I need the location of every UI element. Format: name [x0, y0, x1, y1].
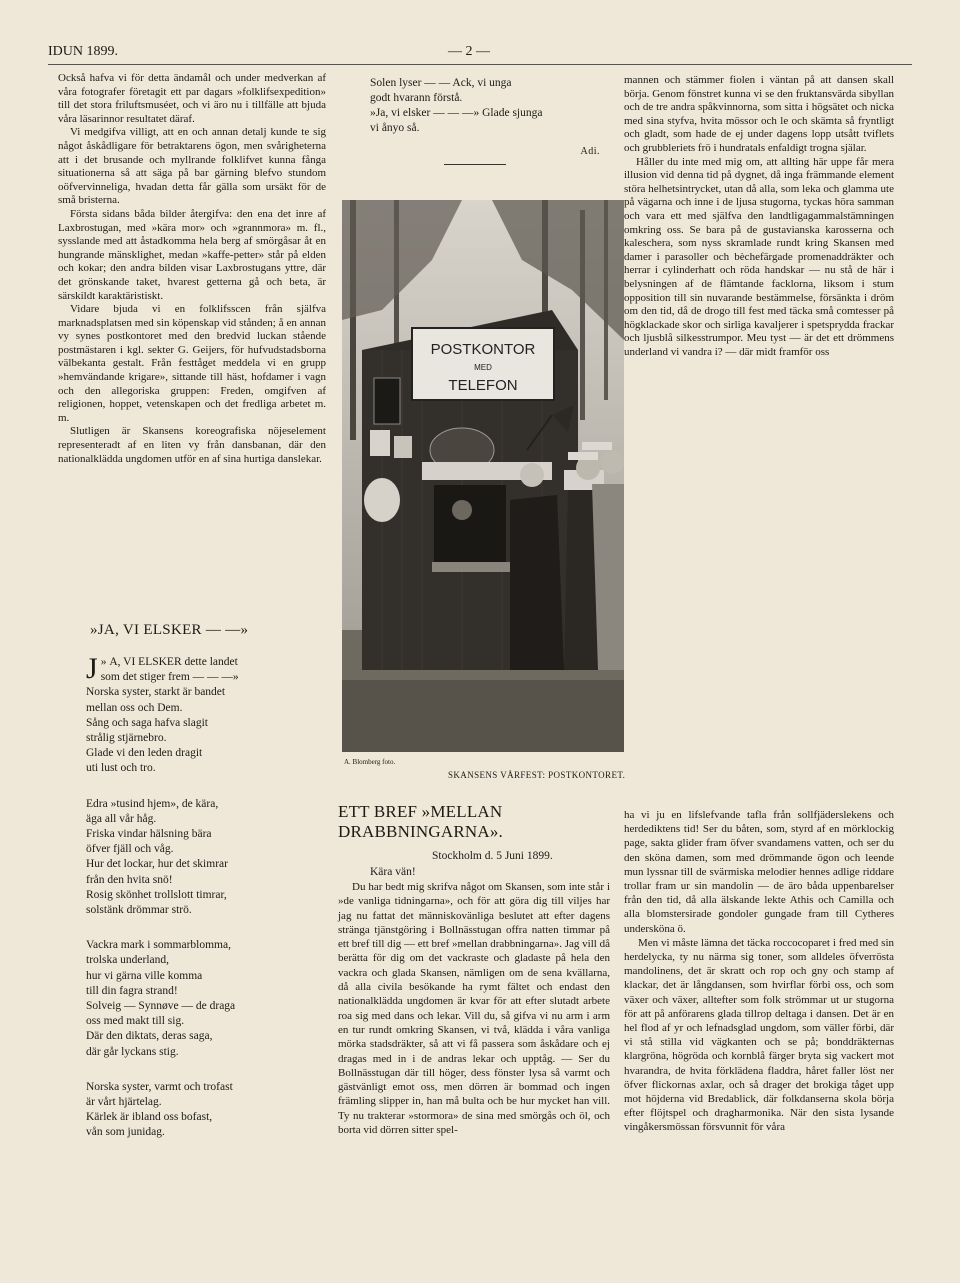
letter-body: [338, 880, 610, 1137]
poem-line: mellan oss och Dem.: [86, 701, 183, 714]
letter-title: ETT BREF »MELLAN DRABBNINGARNA».: [338, 802, 503, 841]
poem-line-1: A, VI ELSKER dette landet: [109, 656, 238, 668]
intro-column: [58, 72, 326, 466]
sign-text-3: TELEFON: [448, 377, 518, 394]
poem-stanza-1: [86, 652, 316, 777]
poem-line: oss med makt till sig.: [86, 1015, 185, 1028]
poem-title: »JA, VI ELSKER — —»: [90, 622, 249, 638]
poem-line: vån som junidag.: [86, 1126, 165, 1139]
photo-credit: A. Blomberg foto.: [344, 758, 396, 766]
poem-line: Solveig — Synnøve — de draga: [86, 1000, 236, 1013]
poem-line: där går lyckans stig.: [86, 1045, 179, 1058]
poem-line: »Ja, vi elsker — — —» Glade sjunga: [370, 107, 543, 119]
poem-line: Solen lyser — — Ack, vi unga: [370, 77, 512, 89]
letter-right-column: [624, 808, 894, 1135]
poem-line: till din fagra strand!: [86, 984, 178, 997]
poem-dropcap: J: [86, 652, 98, 685]
letter-place-date: Stockholm d. 5 Juni 1899.: [432, 850, 553, 862]
header-rule: [48, 64, 912, 65]
poem-stanza-4: [86, 1080, 316, 1141]
letter-paragraph-1: Du har bedt mig skrifva något om Skansen, som inte står i »de vanliga tidningarna», och för att göra dig till viljes har jag nu fattat det människovänliga beslutet att efter dagens stränga tjänstgöring i Bollnässtugan offra natten timmar på ett bref till dig — ett bref »mellan drabbningarna». Jag vill då berätta för dig om det vackraste och gladaste på hela den vackra och glada Skansen, nämligen om de sena kvällarna, då alla civila besökande ha rymt fältet och endast den nationalklädda ungdomen är kvar för att efter slutadt arbete roa sig med dans och lekar. Vill du, så gifva vi nu arm i arm en tur rundt omkring Skansen, vi två, klädda i våra vanliga mörka stadsdräkter, så att vi få passera som åskådare och ej dragas med in i de andras lekar och upptåg. — Ser du Bollnässtugan där till höger, dess fönster lysa så varmt och gästvänligt emot oss, men dörren är bommad och ingen främling slipper in, han må bulta och be hur mycket han vill. Ty nu trakterar »stormora» de sina med smörgås och öl, och borta vid dörren sitter spel-: [338, 881, 610, 1137]
continuation-paragraph-2: Håller du inte med mig om, att allting här uppe får mera illusion vid denna tid på dygnet, då inga främmande element störa helhetsintrycket, utan då alla, som leka och glamma ute på vägarna och inne i de ljusa stugorna, tyckas höra samman och vara ett med själfva den landtligagammalstämningen omkring oss. Se bara på de gustavianska karosserna och kaleschera, som nyss skramlade rundt kring Skansen med damer i parasoller och bèchefärgade promenaddräkter och herrar i cylinderhatt och röda handskar — nu stå de här i belysningen af de flämtande facklorna, liksom i stum opposition till sin nuvarande bestämmelse, försänkta i dröm om den tid, då de drogo till fest med täcka små comtesser på högklackade skor och sirliga kavaljerer i spetsprydda frackar och ljusblå silkesstrumpor. Meu tyst — är det ett drömmens underland vi vandra i? — där midt framför oss: [624, 155, 894, 358]
poem-line: Glade vi den leden dragit: [86, 747, 203, 760]
poem-line: Sång och saga hafva slagit: [86, 716, 208, 729]
letter-greeting: Kära vän!: [370, 866, 416, 878]
poem-line: hur vi gärna ville komma: [86, 969, 203, 982]
poem-line: Norska syster, starkt är bandet: [86, 686, 226, 699]
right-paragraph-2: Men vi måste lämna det täcka roccocoparet i fred med sin herdelycka, ty nu närma sig toner, som alldeles öfverrösta mandolinens, det är skratt och rop och gny och stamp af klackar, det är långdansen, som hvirflar förbi oss, och som växer och växer, alltefter som folk strömmar ut ur stugorna för att på anförarens glada tillrop deltaga i dansen. Det är en hel flod af yr och lefnadsglad ungdom, som väller förbi, där vi stå stilla vid vägkanten och se på; bonddräkternas klargröna, högröda och kornblå färger bryta sig vackert mot hvarandra, de hvita förklädena fladdra, håret faller löst ner öfver flickornas axlar, och så drager det brokiga tåget upp mot höjderna vid Bredablick, där folkdanserna skola börja efter flöjtspel och dragharmonika. När den sista lysande vingåkersmössan försvunnit för våra: [624, 936, 894, 1134]
poem-line: Rosig skönhet trollslott timrar,: [86, 888, 227, 901]
right-paragraph-1: ha vi ju en lifslefvande tafla från sollfjäderslekens och herdediktens tid! Ser du båten, som, styrd af en mörklockig page, sakta glider fram öfver svandamens vatten, och ser du den sköna damen, som med drömmande ögon och leende mun lyssnar till de svärmiska melodier hennes adlige riddare trollar fram ur sin mandolin — de äro båda uppenbarelser från den tid, då alla älskande lekte Athis och Camilla och alla blomstersirade gondoler gungade fram till Cytheres undersköna ö.: [624, 809, 894, 935]
intro-paragraph-4: Vidare bjuda vi en folklifsscen från själfva marknadsplatsen med sin köpenskap vid stånden; å en annan vy synes postkontoret med den bredvid luckan stående postmästaren i kgl. sekter G. Geijers, för hufvudstadsborna välbekanta gestalt. Från festtåget meddela vi en grupp »hemvändande krigare», sittande till häst, hofdamer i vagn och den allegoriska gruppen: Freden, omgifven af religionen, hoppet, vetenskapen och det fredliga arbetet m. m.: [58, 303, 326, 424]
poem-line: Där den diktats, deras saga,: [86, 1030, 213, 1043]
poem-line: solstänk drömmar strö.: [86, 904, 192, 917]
poem-line: Friska vindar hälsning bära: [86, 828, 212, 841]
intro-paragraph-5: Slutligen är Skansens koreografiska nöjeselement representeradt af en liten vy från dansbanan, där den nationalklädda ungdomen utför en af sina hurtiga danslekar.: [58, 425, 326, 465]
poem-stanza-3: [86, 938, 316, 1060]
photo-caption: SKANSENS VÅRFEST: POSTKONTORET.: [448, 770, 626, 780]
poem-line: godt hvarann förstå.: [370, 92, 463, 104]
poem-open-quote: »: [100, 656, 107, 668]
continuation-paragraph-1: mannen och stämmer fiolen i väntan på att dansen skall börja. Genom fönstret kunna vi se den fruktansvärda sibyllan och de tre andra spåkvinnorna, som sitta i högsätet och nicka med sina styfva, hvita mössor och le och skämta så fryntligt och gladt, som hade de ej under dagens lopp utsått tviflets och grubbleriets frö i hundratals enfaldigt trogna själar.: [624, 74, 894, 154]
poem-line: från den hvita snö!: [86, 873, 173, 886]
poem-line: Kärlek är ibland oss bofast,: [86, 1111, 213, 1124]
letter-continuation-column: [624, 74, 894, 359]
poem-line: är vårt hjärtelag.: [86, 1096, 162, 1109]
poem-line: vi ånyo så.: [370, 122, 420, 134]
poem-line: äga all vår håg.: [86, 812, 157, 825]
intro-paragraph-1: Också hafva vi för detta ändamål och under medverkan af våra fotografer företagit ett par dagars »folklifsexpedition» till det stora friluftsmuséet, och vi äro nu i tillfälle att bjuda våra läsarinnor resultatet däraf.: [58, 72, 326, 125]
poem-line: Edra »tusind hjem», de kära,: [86, 797, 219, 810]
page-header: [48, 44, 912, 64]
post-office-photo: [342, 200, 624, 752]
page-number: — 2 —: [448, 44, 490, 59]
poem-line: Vackra mark i sommarblomma,: [86, 939, 231, 952]
intro-paragraph-3: Första sidans båda bilder återgifva: den ena det inre af Laxbrostugan, med »kära mor» och »grannmora» m. fl., sysslande med att åstadkomma hela berg af smörgåsar åt en hungrande mänsklighet, medan »kaffe-petter» står på elden och kokar; den andra bilden visar Laxbrostugans yttre, där det grönskande taket, hvarest getterna gå och beta, är särskildt karaktäristiskt.: [58, 207, 326, 302]
poem-ending: [370, 76, 610, 157]
poem-line: uti lust och tro.: [86, 762, 156, 775]
sign-text-1: POSTKONTOR: [430, 341, 536, 358]
poem-line-2: som det stiger frem — — —»: [100, 671, 239, 684]
sign-text-2: MED: [474, 363, 492, 372]
poem-signature: Adi.: [580, 146, 600, 157]
poem-line: Norska syster, varmt och trofast: [86, 1080, 233, 1093]
poem-stanza-2: [86, 797, 316, 919]
poem-line: strålig stjärnebro.: [86, 732, 167, 745]
section-rule: [444, 164, 506, 165]
poem-body: [86, 652, 316, 1155]
publication-name: IDUN 1899.: [48, 44, 118, 59]
intro-paragraph-2: Vi medgifva villigt, att en och annan detalj kunde te sig något åskådligare för betraktarens ögon, men svårigheterna att i det brusande och myllrande folklifvet kunna fånga situationerna så att säga på bar gärning blefvo stundom oöfvervinneliga, hvadan detta får gälla som ursäkt för de små bristerna.: [58, 126, 326, 207]
poem-line: trolska underland,: [86, 954, 170, 967]
poem-line: öfver fjäll och våg.: [86, 843, 174, 856]
poem-line: Hur det lockar, hur det skimrar: [86, 858, 228, 871]
